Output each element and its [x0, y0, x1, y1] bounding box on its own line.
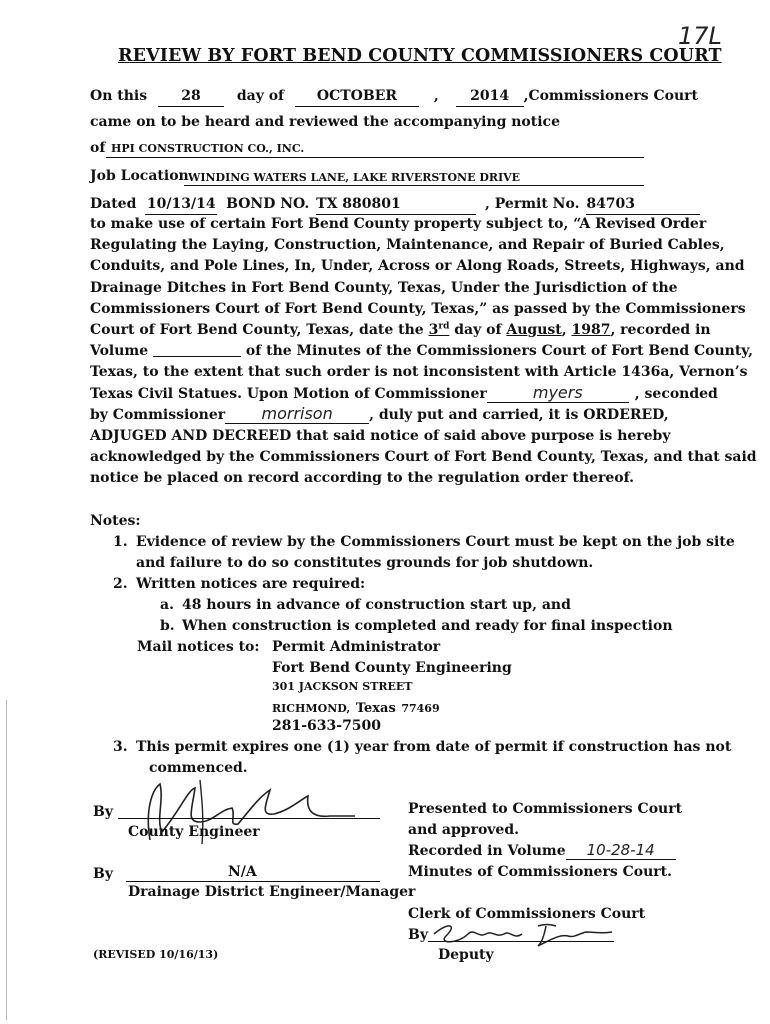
- revised-note: (REVISED 10/16/13): [93, 948, 219, 961]
- address-line-4: [272, 697, 440, 716]
- order-day: 3: [428, 322, 439, 339]
- body-text: , seconded: [634, 385, 718, 402]
- body-line: Regulating the Laying, Construction, Maintenance, and Repair of Buried Cables,: [90, 237, 725, 254]
- job-location-value: WINDING WATERS LANE, LAKE RIVERSTONE DRIVE: [188, 171, 521, 184]
- address-line-3: 301 JACKSON STREET: [272, 680, 413, 693]
- address-line-2: Fort Bend County Engineering: [272, 660, 512, 676]
- order-year: 1987: [571, 322, 611, 339]
- address-state: Texas: [355, 701, 396, 716]
- body-line: ADJUGED AND DECREED that said notice of said above purpose is hereby: [90, 428, 671, 445]
- body-text: , recorded in: [610, 322, 711, 339]
- recorded-line: [408, 841, 676, 861]
- note-2-number: 2.: [113, 576, 128, 592]
- day-of-label: day of: [236, 88, 285, 104]
- deputy-label: Deputy: [438, 947, 494, 963]
- note-2a-text: 48 hours in advance of construction start up, and: [182, 597, 571, 613]
- body-text: by Commissioner: [90, 406, 226, 423]
- county-engineer-label: County Engineer: [128, 824, 260, 840]
- address-zip: 77469: [401, 702, 440, 715]
- body-line: Court of Fort Bend County, Texas, date the 3rd day of August, 1987, recorded in: [90, 321, 711, 339]
- body-line: Conduits, and Pole Lines, In, Under, Across or Along Roads, Streets, Highways, and: [90, 258, 745, 275]
- body-line: Drainage Ditches in Fort Bend County, Texas, Under the Jurisdiction of the: [90, 279, 678, 296]
- document-title: REVIEW BY FORT BEND COUNTY COMMISSIONERS COURT: [118, 46, 722, 66]
- note-1-number: 1.: [113, 534, 128, 550]
- body-line: Commissioners Court of Fort Bend County, Texas,” as passed by the Commissioners: [90, 300, 746, 317]
- body-paragraph: [90, 214, 757, 490]
- body-text: Court of Fort Bend County, Texas, date the: [90, 322, 424, 339]
- of-label: of: [90, 140, 106, 156]
- note-2-text: Written notices are required:: [136, 576, 366, 592]
- dated-line: [90, 194, 700, 215]
- bond-label: BOND NO.: [226, 196, 310, 212]
- bond-value: TX 880801: [316, 194, 476, 215]
- by-label-clerk: By: [408, 927, 428, 943]
- body-text: , duly put and carried, it is ORDERED,: [369, 406, 669, 423]
- presented-line-2: and approved.: [408, 822, 519, 838]
- recorded-date-handwritten: 10-28-14: [566, 841, 676, 860]
- scan-margin-line: [6, 700, 7, 1020]
- second-commissioner-signature: morrison: [225, 405, 369, 424]
- month-field: OCTOBER: [295, 86, 419, 107]
- day-field: 28: [158, 86, 224, 107]
- volume-label: Volume: [90, 343, 149, 360]
- job-location-label: Job Location: [90, 168, 189, 184]
- note-2b-text: When construction is completed and ready for final inspection: [182, 618, 673, 634]
- year-field: 2014: [456, 86, 524, 107]
- notes-heading: Notes:: [90, 513, 141, 529]
- clerk-signature-line: [428, 941, 614, 942]
- minutes-line: Minutes of Commissioners Court.: [408, 864, 672, 880]
- body-line: [90, 382, 718, 405]
- company-line: [90, 138, 105, 158]
- body-text: Texas Civil Statues. Upon Motion of Commissioner: [90, 385, 487, 402]
- comma-separator: ,: [433, 88, 439, 104]
- dated-label: Dated: [90, 196, 137, 212]
- body-text: day of: [454, 322, 502, 339]
- body-text: of the Minutes of the Commissioners Court of Fort Bend County,: [245, 343, 753, 360]
- order-day-suffix: rd: [438, 321, 450, 332]
- clerk-label: Clerk of Commissioners Court: [408, 906, 646, 922]
- note-3-number: 3.: [113, 739, 128, 755]
- recorded-label: Recorded in Volume: [408, 843, 566, 859]
- body-line: acknowledged by the Commissioners Court of Fort Bend County, Texas, and that said: [90, 449, 757, 466]
- address-city: RICHMOND,: [272, 702, 351, 715]
- body-line: [90, 341, 753, 362]
- note-2a-letter: a.: [160, 597, 174, 613]
- note-1-line-1: Evidence of review by the Commissioners Court must be kept on the job site: [136, 534, 735, 550]
- address-line-1: Permit Administrator: [272, 639, 441, 655]
- corner-handwritten-mark: 17L: [678, 22, 722, 50]
- presented-line-1: Presented to Commissioners Court: [408, 801, 683, 817]
- intro-line-2: came on to be heard and reviewed the accompanying notice: [90, 114, 560, 130]
- mail-notices-label: Mail notices to:: [137, 639, 260, 655]
- dated-value: 10/13/14: [145, 194, 217, 215]
- job-location-underline: [184, 185, 644, 186]
- engineer-signature-line: [118, 818, 380, 819]
- drainage-na: N/A: [228, 864, 257, 880]
- address-phone: 281-633-7500: [272, 718, 382, 734]
- permit-label: , Permit No.: [485, 196, 580, 212]
- note-2b-letter: b.: [160, 618, 175, 634]
- note-3-line-1: This permit expires one (1) year from date of permit if construction has not: [136, 739, 732, 755]
- body-line: Texas, to the extent that such order is not inconsistent with Article 1436a, Vernon’s: [90, 364, 748, 381]
- on-this-label: On this: [90, 88, 148, 104]
- drainage-manager-label: Drainage District Engineer/Manager: [128, 884, 416, 900]
- by-label-engineer: By: [93, 804, 113, 820]
- volume-blank: [153, 342, 241, 357]
- intro-date-line: [90, 86, 698, 107]
- company-name: HPI CONSTRUCTION CO., INC.: [111, 142, 305, 155]
- by-label-drainage: By: [93, 866, 113, 882]
- body-line: [90, 405, 680, 426]
- permit-value: 84703: [586, 194, 700, 215]
- body-line: to make use of certain Fort Bend County property subject to, “A Revised Order: [90, 216, 707, 232]
- company-underline: [106, 157, 644, 158]
- body-line: notice be placed on record according to the regulation order thereof.: [90, 470, 634, 487]
- note-3-line-2: commenced.: [149, 760, 248, 776]
- note-1-line-2: and failure to do so constitutes grounds for job shutdown.: [136, 555, 594, 571]
- commissioners-court-label: ,Commissioners Court: [523, 88, 699, 104]
- motion-commissioner-signature: myers: [487, 384, 629, 403]
- order-month: August: [506, 322, 562, 339]
